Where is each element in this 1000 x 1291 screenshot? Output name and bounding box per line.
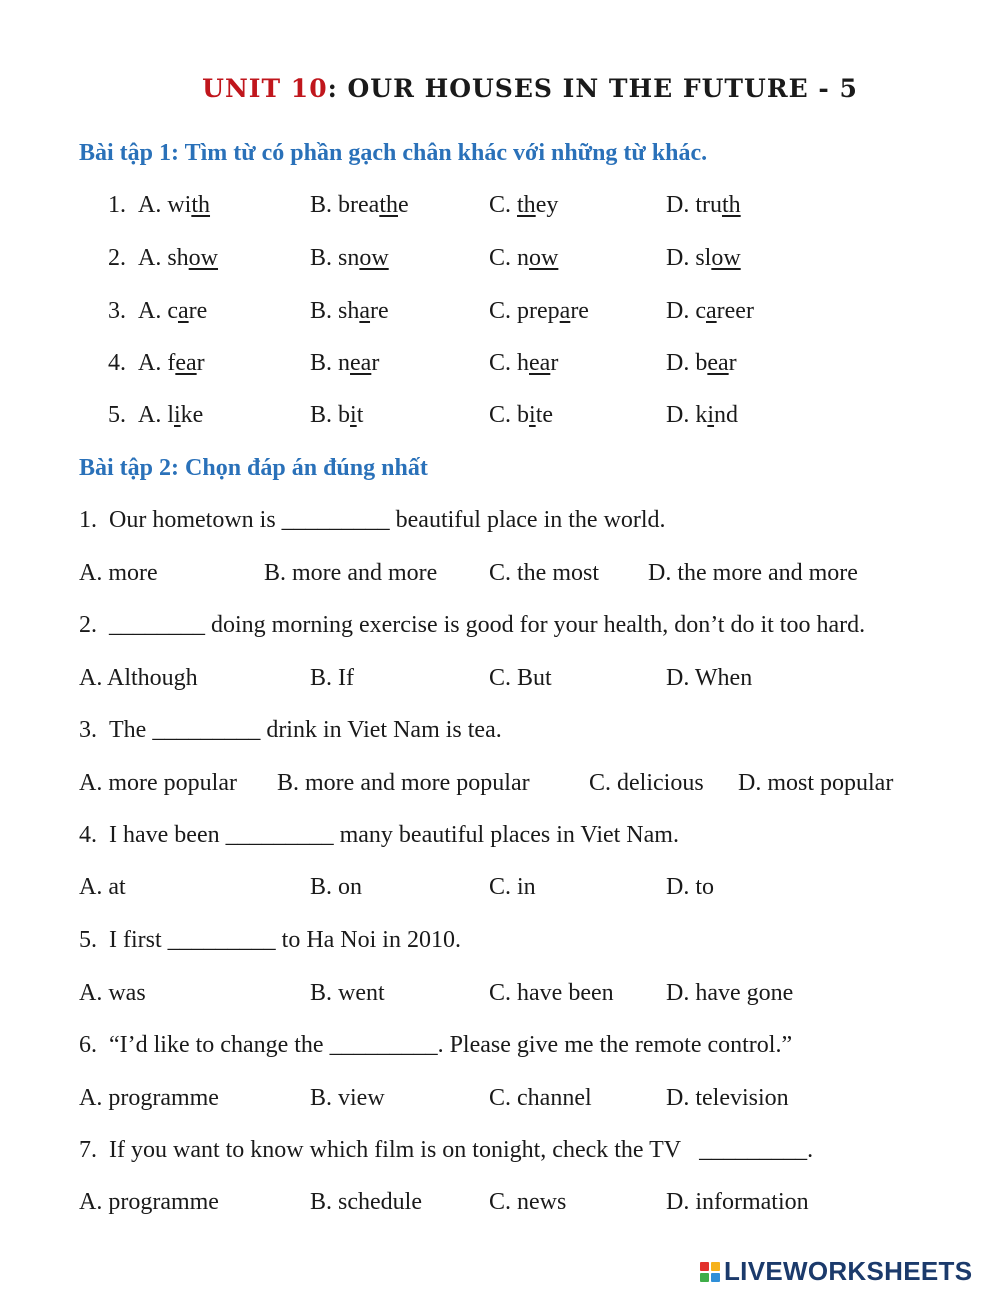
- answer-option-b: B. on: [310, 874, 363, 900]
- underlined-part: a: [559, 298, 571, 324]
- underlined-part: th: [191, 192, 211, 218]
- option-b: [310, 192, 409, 219]
- answer-option-d: D. When: [666, 665, 753, 691]
- question-text: 7. If you want to know which film is on tonight, check the TV _________.: [79, 1137, 814, 1163]
- word-part: A. sh: [138, 245, 189, 271]
- word-part: B. sh: [310, 298, 360, 324]
- option-d: [666, 298, 754, 325]
- underlined-part: ow: [188, 245, 219, 271]
- option-c: [489, 192, 558, 219]
- answer-option-a: A. at: [79, 874, 126, 900]
- answer-option-b: B. went: [310, 980, 385, 1006]
- option-b: [310, 298, 389, 325]
- question-text: 5. I first _________ to Ha Noi in 2010.: [79, 927, 461, 953]
- underlined-part: a: [359, 298, 371, 324]
- word-part: r: [550, 350, 559, 376]
- answer-option-a: A. was: [79, 980, 146, 1006]
- answer-option-a: A. more: [79, 560, 158, 586]
- answer-option-c: C. have been: [489, 980, 614, 1006]
- answer-option-d: D. to: [666, 874, 714, 900]
- title-unit: UNIT 10: [202, 74, 328, 103]
- word-part: A. l: [138, 402, 174, 428]
- word-part: e: [397, 192, 409, 218]
- word-part: A. wi: [138, 192, 192, 218]
- underlined-part: th: [722, 192, 741, 218]
- word-part: te: [535, 402, 554, 428]
- answer-option-b: B. view: [310, 1085, 385, 1111]
- answer-option-b: B. schedule: [310, 1189, 422, 1215]
- word-part: r: [196, 350, 205, 376]
- underlined-part: ea: [529, 350, 551, 376]
- word-part: r: [371, 350, 380, 376]
- option-a: [138, 298, 207, 325]
- option-d: [666, 350, 737, 377]
- underlined-part: ea: [350, 350, 372, 376]
- item-number: 1.: [108, 192, 126, 218]
- underlined-part: ow: [529, 245, 559, 271]
- word-part: re: [370, 298, 389, 324]
- question-text: 2. ________ doing morning exercise is good for your health, don’t do it too hard.: [79, 612, 866, 638]
- item-number: 3.: [108, 298, 126, 324]
- word-part: A. c: [138, 298, 178, 324]
- answer-option-b: B. more and more popular: [277, 770, 530, 796]
- underlined-part: i: [174, 402, 181, 428]
- option-d: [666, 245, 741, 272]
- option-b: [310, 350, 379, 377]
- underlined-part: a: [177, 298, 189, 324]
- underlined-part: th: [379, 192, 398, 218]
- word-part: C. n: [489, 245, 530, 271]
- exercise-2-heading: Bài tập 2: Chọn đáp án đúng nhất: [79, 455, 428, 481]
- answer-option-d: D. information: [666, 1189, 809, 1215]
- option-c: [489, 245, 558, 272]
- answer-option-c: C. channel: [489, 1085, 592, 1111]
- logo-icon: [700, 1262, 720, 1282]
- word-part: B. brea: [310, 192, 380, 218]
- answer-option-b: B. If: [310, 665, 354, 691]
- underlined-part: ea: [175, 350, 197, 376]
- word-part: nd: [714, 402, 739, 428]
- underlined-part: a: [705, 298, 717, 324]
- word-part: C. h: [489, 350, 530, 376]
- word-part: C. b: [489, 402, 530, 428]
- word-part: D. c: [666, 298, 706, 324]
- word-part: C. prep: [489, 298, 560, 324]
- word-part: D. sl: [666, 245, 712, 271]
- answer-option-c: C. the most: [489, 560, 600, 586]
- underlined-part: th: [517, 192, 536, 218]
- underlined-part: ow: [359, 245, 389, 271]
- underlined-part: ow: [711, 245, 741, 271]
- item-number: 4.: [108, 350, 126, 376]
- underlined-part: i: [350, 402, 357, 428]
- option-a: [138, 350, 205, 377]
- underlined-part: i: [707, 402, 715, 428]
- liveworksheets-logo: [700, 1256, 972, 1287]
- word-part: D. k: [666, 402, 708, 428]
- option-a: [138, 192, 210, 219]
- answer-option-c: C. news: [489, 1189, 567, 1215]
- option-b: [310, 402, 363, 429]
- question-text: 1. Our hometown is _________ beautiful place in the world.: [79, 507, 666, 533]
- underlined-part: ea: [707, 350, 729, 376]
- option-c: [489, 350, 558, 377]
- logo-text: LIVEWORKSHEETS: [724, 1256, 973, 1286]
- word-part: re: [188, 298, 208, 324]
- word-part: r: [728, 350, 737, 376]
- exercise-1-heading: Bài tập 1: Tìm từ có phần gạch chân khác với những từ khác.: [79, 140, 708, 166]
- answer-option-c: C. But: [489, 665, 552, 691]
- word-part: reer: [716, 298, 754, 324]
- page-title: [0, 74, 1000, 103]
- answer-option-d: D. television: [666, 1085, 789, 1111]
- answer-option-d: D. most popular: [738, 770, 894, 796]
- answer-option-d: D. have gone: [666, 980, 794, 1006]
- answer-option-c: C. in: [489, 874, 536, 900]
- question-text: 3. The _________ drink in Viet Nam is tea.: [79, 717, 502, 743]
- underlined-part: i: [529, 402, 536, 428]
- answer-option-a: A. programme: [79, 1085, 219, 1111]
- question-text: 4. I have been _________ many beautiful places in Viet Nam.: [79, 822, 679, 848]
- option-c: [489, 298, 589, 325]
- item-number: 2.: [108, 245, 126, 271]
- answer-option-a: A. Although: [79, 665, 198, 691]
- word-part: D. b: [666, 350, 708, 376]
- answer-option-c: C. delicious: [589, 770, 704, 796]
- word-part: ey: [535, 192, 559, 218]
- item-number: 5.: [108, 402, 126, 428]
- word-part: A. f: [138, 350, 176, 376]
- word-part: ke: [180, 402, 204, 428]
- word-part: C.: [489, 192, 518, 218]
- answer-option-a: A. more popular: [79, 770, 237, 796]
- answer-option-d: D. the more and more: [648, 560, 858, 586]
- answer-option-b: B. more and more: [264, 560, 438, 586]
- option-c: [489, 402, 553, 429]
- word-part: t: [356, 402, 364, 428]
- question-text: 6. “I’d like to change the _________. Please give me the remote control.”: [79, 1032, 793, 1058]
- option-d: [666, 402, 738, 429]
- answer-option-a: A. programme: [79, 1189, 219, 1215]
- word-part: re: [570, 298, 589, 324]
- option-a: [138, 402, 203, 429]
- title-rest: : OUR HOUSES IN THE FUTURE - 5: [327, 74, 858, 103]
- word-part: D. tru: [666, 192, 722, 218]
- option-a: [138, 245, 218, 272]
- word-part: B. sn: [310, 245, 360, 271]
- word-part: B. n: [310, 350, 351, 376]
- word-part: B. b: [310, 402, 351, 428]
- option-d: [666, 192, 741, 219]
- option-b: [310, 245, 389, 272]
